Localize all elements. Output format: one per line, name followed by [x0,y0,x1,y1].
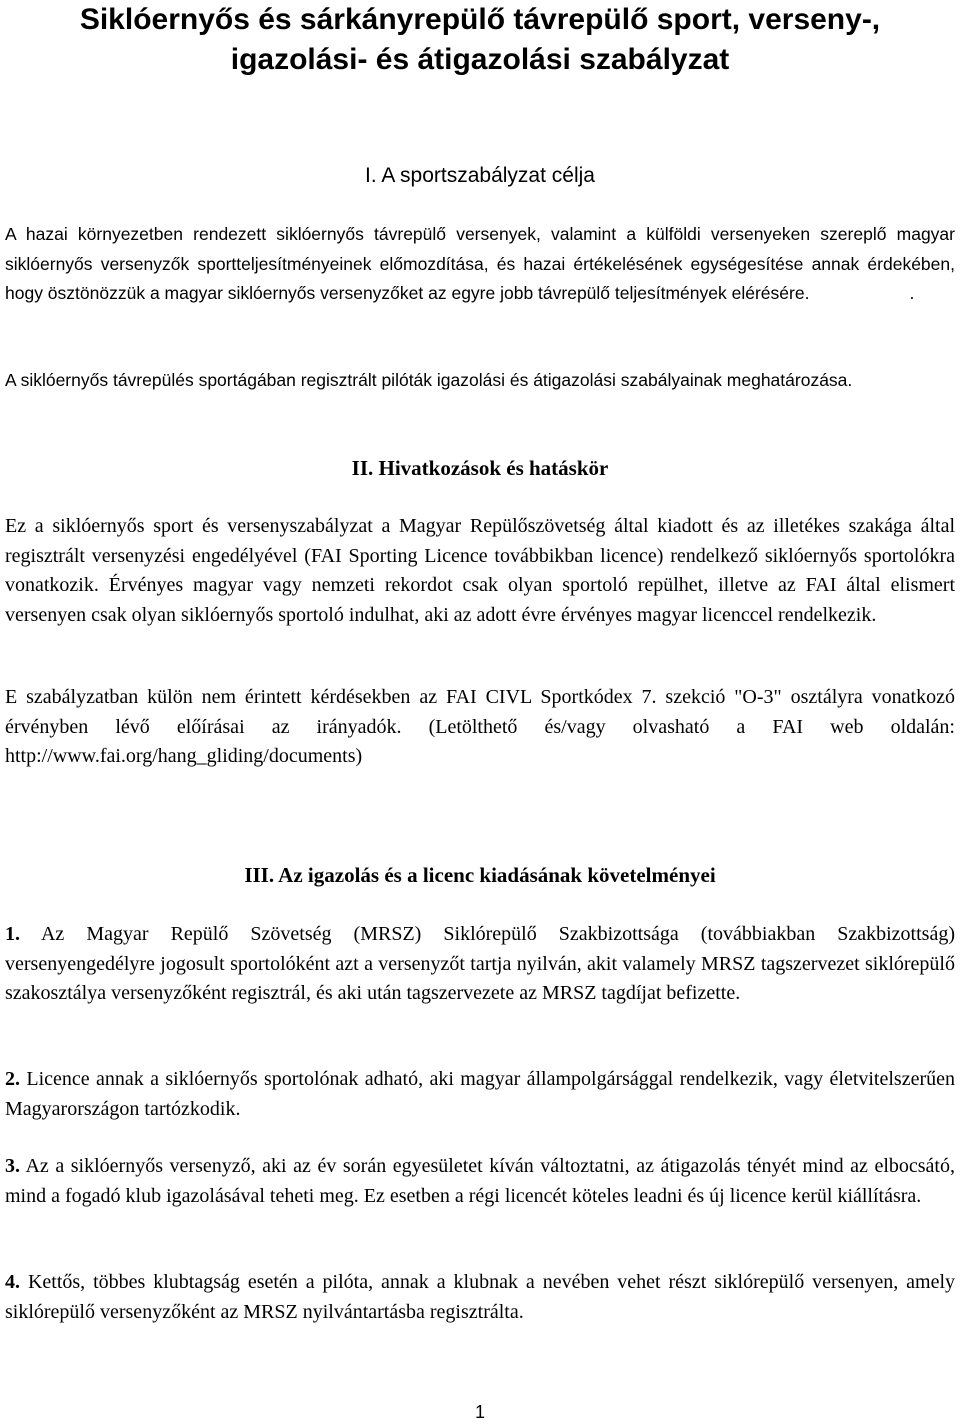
item-text: Licence annak a siklóernyős sportolónak adható, aki magyar állampolgársággal rendelkezik, vagy életvitelszerűen Magyarországon tartózkodik. [5,1068,955,1120]
section-3-heading: III. Az igazolás és a licenc kiadásának követelményei [244,863,716,887]
item-number: 2. [5,1068,20,1090]
item-number: 1. [5,923,20,945]
title-line-2: igazolási- és átigazolási szabályzat [230,43,730,76]
section-2-paragraph-2: E szabályzatban külön nem érintett kérdésekben az FAI CIVL Sportkódex 7. szekció "O-3" osztályra vonatkozó érvényben lévő előírásai az irányadók. (Letölthető és/vagy olvasható a FAI web oldalán: http://www.fai.org/hang_gliding/documents) [5,686,955,767]
section-2-heading: II. Hivatkozások és hatáskör [351,456,609,480]
item-text: Kettős, többes klubtagság esetén a pilóta, annak a klubnak a nevében vehet részt siklórepülő versenyen, amely siklórepülő versenyzőként az MRSZ nyilvántartásba regisztrálta. [5,1271,956,1323]
section-3-item-2 [5,1065,955,1124]
item-number: 4. [5,1271,20,1293]
section-1-paragraph-1 [5,220,955,309]
section-1-paragraph-1-text: A hazai környezetben rendezett siklóernyős távrepülő versenyek, valamint a külföldi versenyeken szereplő magyar siklóernyős versenyzők sportteljesítményeinek előmozdítása, és hazai értékelésének egységesítése annak érdekében, hogy ösztönözzük a magyar siklóernyős versenyzőket az egyre jobb távrepülő teljesítmények elérésére. [5,224,955,303]
document-title [0,0,960,80]
item-text: Az a siklóernyős versenyző, aki az év során egyesületet kíván változtatni, az átigazolás tényét mind az elbocsátó, mind a fogadó klub igazolásával teheti meg. Ez esetben a régi licencét köteles leadni és új licence kerül kiállításra. [5,1155,955,1207]
section-3-item-1 [5,920,955,1009]
section-1-paragraph-1-trailing-dot: . [909,283,915,303]
section-3-item-3 [5,1152,955,1211]
section-2-paragraph-1: Ez a siklóernyős sport és versenyszabályzat a Magyar Repülőszövetség által kiadott és az illetékes szakága által regisztrált versenyzési engedélyével (FAI Sporting Licence továbbikban licence) rendelkező siklóernyős sportolókra vonatkozik. Érvényes magyar vagy nemzeti rekordot csak olyan sportoló repülhet, illetve az FAI által elismert versenyen csak olyan siklóernyős sportoló indulhat, aki az adott évre érvényes magyar licenccel rendelkezik. [5,515,955,626]
section-1-paragraph-2: A siklóernyős távrepülés sportágában regisztrált pilóták igazolási és átigazolási szabályainak meghatározása. [5,370,853,390]
section-3-item-4 [5,1268,955,1327]
page-number: 1 [474,1402,485,1422]
section-1-heading: I. A sportszabályzat célja [365,164,595,187]
item-text: Az Magyar Repülő Szövetség (MRSZ) Siklórepülő Szakbizottsága (továbbiakban Szakbizottság) versenyengedélyre jogosult sportolóként azt a versenyzőt tartja nyilván, akit valamely MRSZ tagszervezet siklórepülő szakosztálya versenyzőként regisztrál, és aki után tagszervezete az MRSZ tagdíjat befizette. [5,923,955,1004]
title-line-1: Siklóernyős és sárkányrepülő távrepülő sport, verseny-, [79,3,881,36]
item-number: 3. [5,1155,20,1177]
